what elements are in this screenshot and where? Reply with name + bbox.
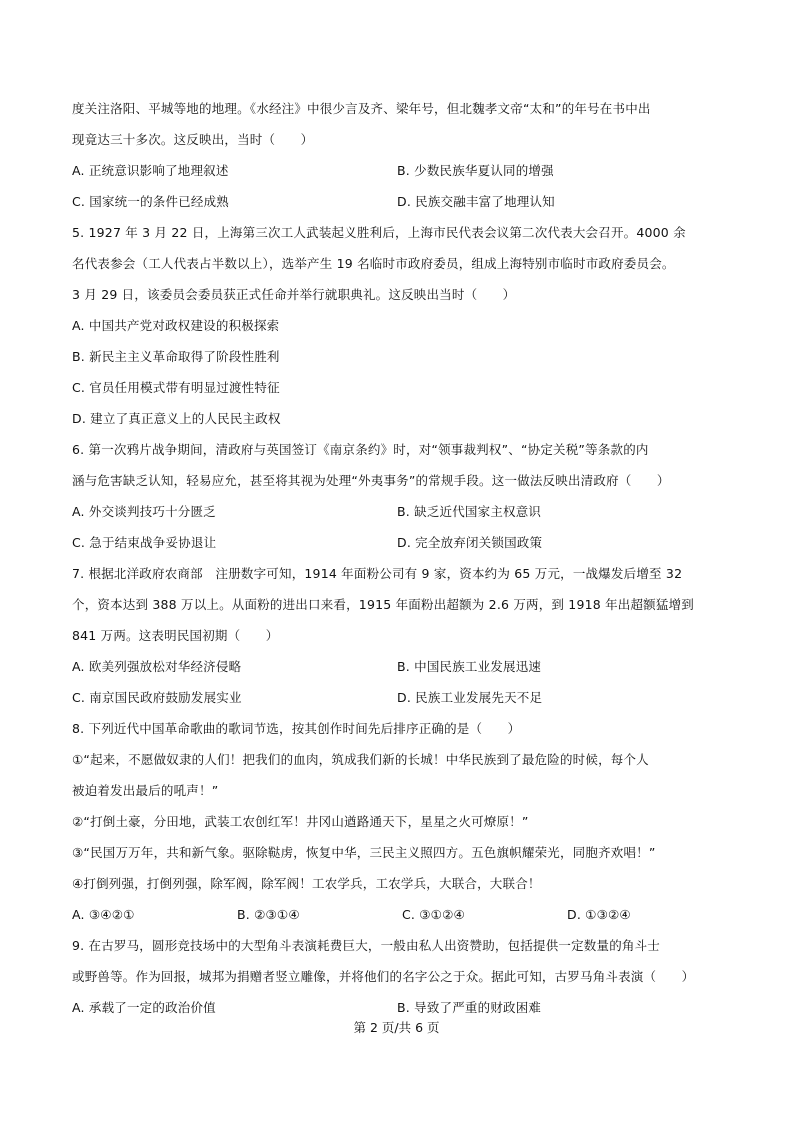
q6-stem-line-2: 涵与危害缺乏认知，轻易应允，甚至将其视为处理“外夷事务”的常规手段。这一做法反映出清政府（ ） [72, 473, 670, 488]
q9-stem-line-1: 9. 在古罗马，圆形竞技场中的大型角斗表演耗费巨大，一般由私人出资赞助，包括提供一定数量的角斗士 [72, 938, 661, 953]
q5-stem-line-1: 5. 1927 年 3 月 22 日，上海第三次工人武装起义胜利后，上海市民代表会议第二次代表大会召开。4000 余 [72, 225, 686, 240]
q4-stem-line-2: 现竟达三十多次。这反映出，当时（ ） [72, 132, 314, 147]
q6-option-c: C. 急于结束战争妥协退让 [72, 535, 217, 550]
q4-options-row-1 [72, 155, 732, 186]
q8-lyric-4: ④打倒列强，打倒列强，除军阀，除军阀！工农学兵，工农学兵，大联合，大联合！ [72, 876, 541, 891]
q8-lyric-1-line-1: ①“起来，不愿做奴隶的人们！把我们的血肉，筑成我们新的长城！中华民族到了最危险的时候，每个人 [72, 752, 649, 767]
q5-option-a: A. 中国共产党对政权建设的积极探索 [72, 318, 280, 333]
q7-option-c: C. 南京国民政府鼓励发展实业 [72, 690, 242, 705]
q7-options-row-2 [72, 682, 732, 713]
q7-option-a: A. 欧美列强放松对华经济侵略 [72, 659, 242, 674]
q6-options-row-2 [72, 527, 732, 558]
q8-options-row [72, 899, 732, 930]
q9-stem-line-2: 或野兽等。作为回报，城邦为捐赠者竖立雕像，并将他们的名字公之于众。据此可知，古罗马角斗表演（ ） [72, 969, 695, 984]
q8-lyric-2: ②“打倒土豪，分田地，武装工农创红军！井冈山遒路通天下，星星之火可燎原！” [72, 814, 529, 829]
q6-option-a: A. 外交谈判技巧十分匮乏 [72, 504, 216, 519]
q7-option-d: D. 民族工业发展先天不足 [397, 690, 543, 705]
q6-option-d: D. 完全放弃闭关锁国政策 [397, 535, 543, 550]
q8-lyric-3: ③“民国万万年，共和新气象。驱除鞑虏，恢复中华，三民主义照四方。五色旗帜耀荣光，同胞齐欢唱！” [72, 845, 656, 860]
q4-option-a: A. 正统意识影响了地理叙述 [72, 163, 229, 178]
q4-option-b: B. 少数民族华夏认同的增强 [397, 163, 554, 178]
q5-stem-line-2: 名代表参会（工人代表占半数以上），选举产生 19 名临时市政府委员，组成上海特别市临时市政府委员会。 [72, 256, 675, 271]
q6-options-row-1 [72, 496, 732, 527]
q8-lyric-1-line-2: 被迫着发出最后的吼声！” [72, 783, 219, 798]
q4-option-c: C. 国家统一的条件已经成熟 [72, 194, 229, 209]
q8-stem-line-1: 8. 下列近代中国革命歌曲的歌词节选，按其创作时间先后排序正确的是（ ） [72, 721, 521, 736]
q7-stem-line-3: 841 万两。这表明民国初期（ ） [72, 628, 279, 643]
q6-stem-line-1: 6. 第一次鸦片战争期间，清政府与英国签订《南京条约》时，对“领事裁判权”、“协定关税”等条款的内 [72, 442, 649, 457]
q5-option-d: D. 建立了真正意义上的人民民主政权 [72, 411, 281, 426]
q4-options-row-2 [72, 186, 732, 217]
q4-option-d: D. 民族交融丰富了地理认知 [397, 194, 555, 209]
page-number-footer: 第 2 页/共 6 页 [353, 1020, 440, 1035]
q8-option-c: C. ③①②④ [402, 907, 465, 922]
q5-option-c: C. 官员任用模式带有明显过渡性特征 [72, 380, 280, 395]
q8-option-a: A. ③④②① [72, 907, 135, 922]
q8-option-b: B. ②③①④ [237, 907, 300, 922]
q6-option-b: B. 缺乏近代国家主权意识 [397, 504, 542, 519]
q9-option-a: A. 承载了一定的政治价值 [72, 1000, 216, 1015]
q9-option-b: B. 导致了严重的财政困难 [397, 1000, 542, 1015]
q7-options-row-1 [72, 651, 732, 682]
q5-option-b: B. 新民主主义革命取得了阶段性胜利 [72, 349, 280, 364]
q5-stem-line-3: 3 月 29 日，该委员会委员获正式任命并举行就职典礼。这反映出当时（ ） [72, 287, 516, 302]
q7-option-b: B. 中国民族工业发展迅速 [397, 659, 542, 674]
q7-stem-line-2: 个，资本达到 388 万以上。从面粉的进出口来看，1915 年面粉出超额为 2.6 万两，到 1918 年出超额猛增到 [72, 597, 694, 612]
q8-option-d: D. ①③②④ [567, 907, 631, 922]
q7-stem-line-1: 7. 根据北洋政府农商部 注册数字可知，1914 年面粉公司有 9 家，资本约为 65 万元，一战爆发后增至 32 [72, 566, 683, 581]
exam-content [72, 93, 732, 1023]
q4-stem-line-1: 度关注洛阳、平城等地的地理。《水经注》中很少言及齐、梁年号，但北魏孝文帝“太和”的年号在书中出 [72, 101, 651, 116]
